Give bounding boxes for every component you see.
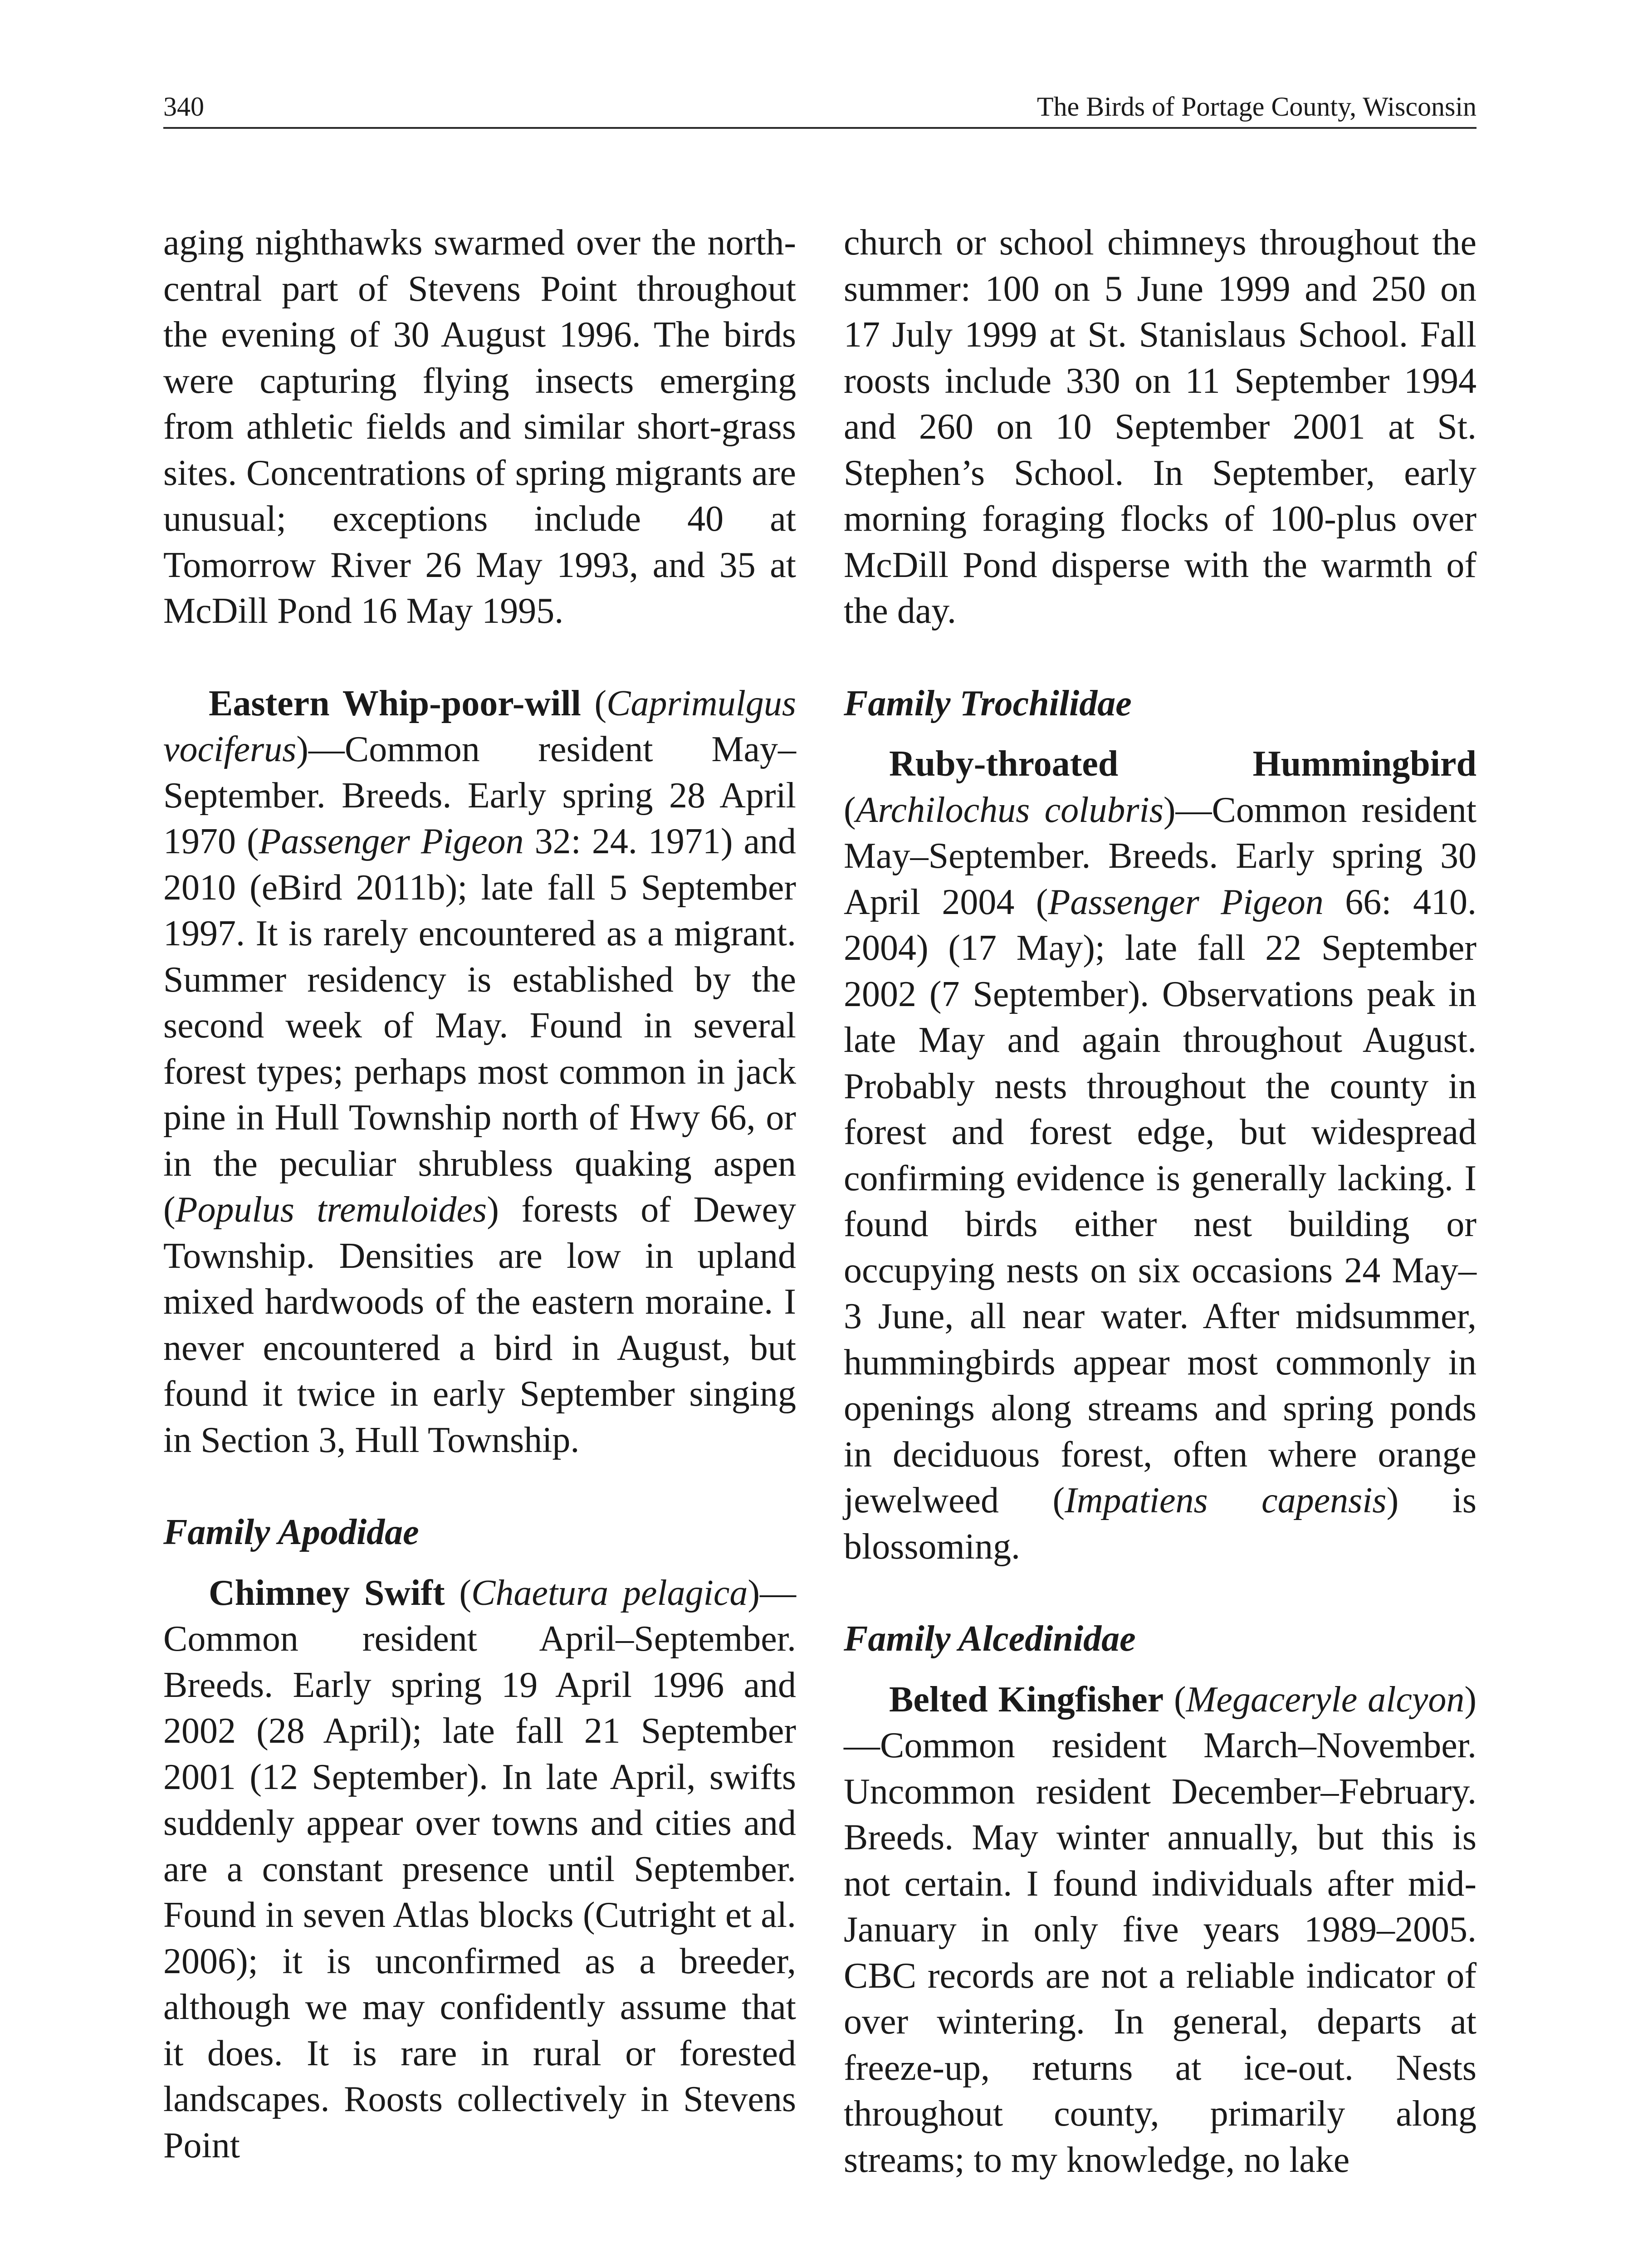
whippoorwill-entry: [163, 681, 796, 1464]
species-name: Belted Kingfisher: [889, 1679, 1164, 1720]
species-name: Ruby-throated Hummingbird: [889, 744, 1477, 784]
family-heading-trochilidae: Family Trochilidae: [844, 683, 1132, 723]
plant-latin-name: Impatiens capensis: [1065, 1481, 1387, 1520]
chimney-swift-entry: [163, 1570, 796, 2169]
left-column: [163, 220, 796, 2169]
paren-open: (: [1164, 1679, 1186, 1720]
species-name: Eastern Whip-poor-will: [209, 683, 581, 723]
running-title: The Birds of Portage County, Wisconsin: [1037, 92, 1477, 122]
page-number: 340: [163, 92, 204, 122]
entry-text: )—Common resident April–September. Breeds. Early spring 19 April 1996 and 2002 (28 April); late fall 21 September 2001 (12 September). In late April, swifts suddenly appear over towns and cities and are a constant presence until September. Found in seven Atlas blocks (Cutright et al. 2006); it is unconfirmed as a breeder, although we may confidently assume that it does. It is rare in rural or forested landscapes. Roosts collectively in Stevens Point: [163, 1573, 796, 2165]
latin-name: Caprimulgus vociferus: [163, 683, 797, 769]
family-heading-alcedinidae: Family Alcedinidae: [844, 1619, 1136, 1659]
paren-open: (: [445, 1573, 471, 1613]
right-column: [844, 220, 1477, 2183]
latin-name: Archilochus colubris: [856, 790, 1164, 830]
nighthawk-continuation-paragraph: aging nighthawks swarmed over the north-central part of Stevens Point throughout the evening of 30 August 1996. The birds were capturing flying insects emerging from athletic fields and similar short-grass sites. Concentrations of spring migrants are unusual; exceptions include 40 at Tomorrow River 26 May 1993, and 35 at McDill Pond 16 May 1995.: [163, 223, 796, 631]
entry-text: 66: 410. 2004) (17 May); late fall 22 September 2002 (7 September). Observations peak in late May and again throughout August. Probably nests throughout the county in forest and forest edge, but widespread confirming evidence is generally lacking. I found birds either nest building or occupying nests on six occasions 24 May–3 June, all near water. After midsummer, hummingbirds appear most commonly in openings along streams and spring ponds in deciduous forest, often where orange jewelweed (: [844, 882, 1477, 1520]
species-name: Chimney Swift: [209, 1573, 445, 1613]
entry-text: 32: 24. 1971) and 2010 (eBird 2011b); late fall 5 September 1997. It is rarely encountered as a migrant. Summer residency is established by the second week of May. Found in several forest types; perhaps most common in jack pine in Hull Township north of Hwy 66, or in the peculiar shrubless quaking aspen (: [163, 821, 796, 1230]
hummingbird-entry: [844, 741, 1477, 1570]
entry-text: ) is blossoming.: [844, 1481, 1477, 1567]
journal-title: Passenger Pigeon: [1048, 882, 1324, 922]
paren-open: (: [844, 790, 856, 830]
chimney-swift-continuation-paragraph: church or school chimneys throughout the summer: 100 on 5 June 1999 and 250 on 17 July 1999 at St. Stanislaus School. Fall roosts include 330 on 11 September 1994 and 260 on 10 September 2001 at St. Stephen’s School. In September, early morning foraging flocks of 100-plus over McDill Pond disperse with the warmth of the day.: [844, 223, 1477, 631]
latin-name: Chaetura pelagica: [471, 1573, 748, 1613]
kingfisher-entry: [844, 1677, 1477, 2184]
plant-latin-name: Populus tremuloides: [175, 1190, 487, 1230]
entry-text: )—Common resident May–September. Breeds. Early spring 30 April 2004 (: [844, 790, 1477, 922]
paren-open: (: [581, 683, 607, 723]
family-heading-apodidae: Family Apodidae: [163, 1512, 419, 1552]
page-header: [163, 86, 1477, 129]
latin-name: Megaceryle alcyon: [1186, 1679, 1465, 1720]
entry-text: )—Common resident March–November. Uncommon resident December–February. Breeds. May winter annually, but this is not certain. I found individuals after mid-January in only five years 1989–2005. CBC records are not a reliable indicator of over wintering. In general, departs at freeze-up, returns at ice-out. Nests throughout county, primarily along streams; to my knowledge, no lake: [844, 1679, 1477, 2180]
journal-title: Passenger Pigeon: [259, 821, 524, 861]
entry-text: )—Common resident May–September. Breeds. Early spring 28 April 1970 (: [163, 729, 796, 861]
entry-text: ) forests of Dewey Township. Densities are low in upland mixed hardwoods of the eastern moraine. I never encountered a bird in August, but found it twice in early September singing in Section 3, Hull Township.: [163, 1190, 797, 1460]
